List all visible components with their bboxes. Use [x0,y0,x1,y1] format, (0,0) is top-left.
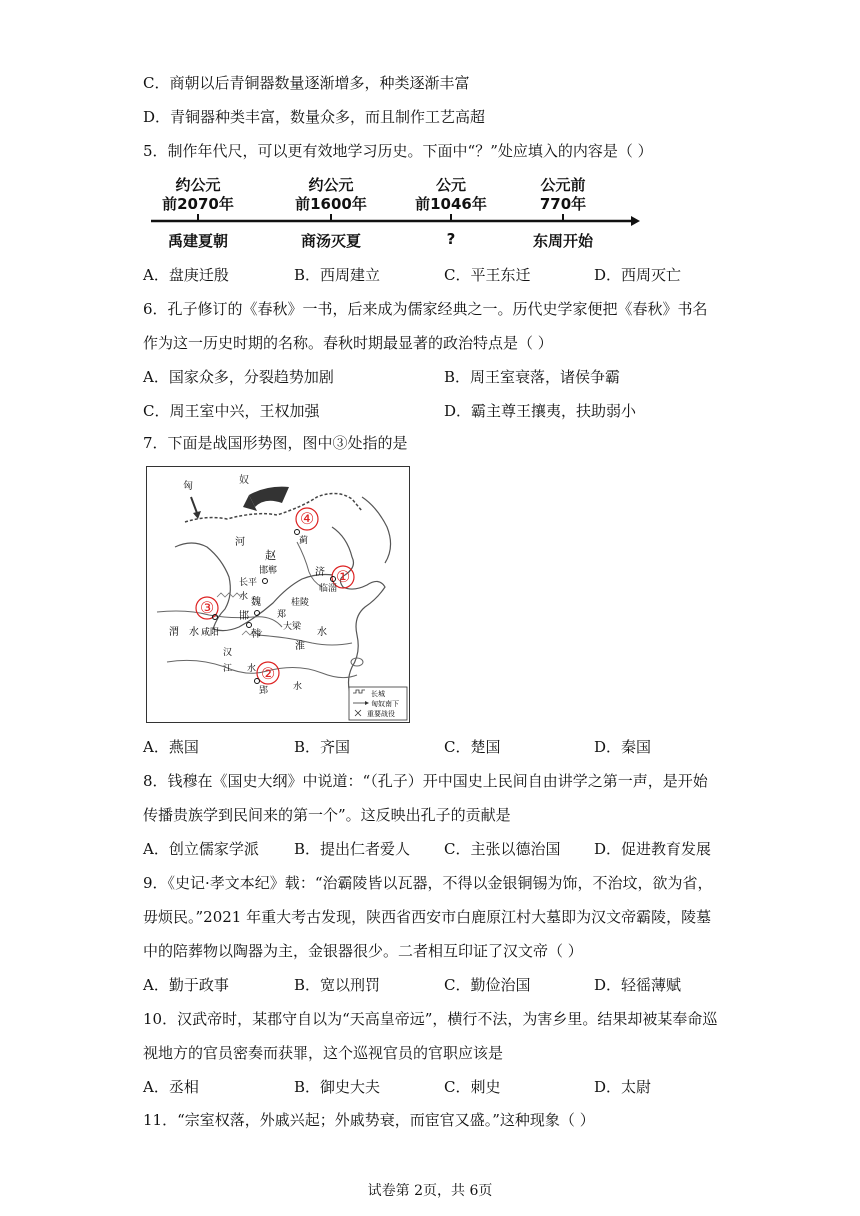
timeline-event-1: 禹建夏朝 [167,232,228,250]
map-label-jiang: 江 [223,664,233,674]
map-label-xianyang: 咸阳 [201,628,220,638]
q5-option-b[interactable]: B．西周建立 [294,266,381,284]
map-label-zhao: 赵 [265,549,276,562]
q6-option-a[interactable]: A．国家众多，分裂趋势加剧 [143,368,334,386]
q7-stem: 7．下面是战国形势图，图中③处指的是 [143,434,408,452]
page-footer: 试卷第 2页，共 6页 [367,1183,493,1199]
map-marker-2: ② [260,664,276,683]
q8-option-d[interactable]: D．促进教育发展 [594,840,712,858]
q7-option-a[interactable]: A．燕国 [143,738,199,756]
map-label-huai: 淮 [295,641,305,652]
map-drawing [147,467,409,722]
map-label-guiling: 桂陵 [291,598,310,608]
map-label-zheng: 郑 [277,610,287,620]
q4-option-d: D．青铜器种类丰富，数量众多，而且制作工艺高超 [143,108,486,126]
q9-stem-line2: 毋烦民。”2021 年重大考古发现，陕西省西安市白鹿原江村大墓即为汉文帝霸陵，陵墓 [143,908,712,926]
map-label-ying: 郢 [259,686,269,696]
q10-option-b[interactable]: B．御史大夫 [294,1078,381,1096]
q5-option-d[interactable]: D．西周灭亡 [594,266,682,284]
map-label-shui-3: 水 [317,627,327,638]
q6-stem-line1: 6．孔子修订的《春秋》一书，后来成为儒家经典之一。历代史学家便把《春秋》书名 [143,300,708,318]
timeline-label-1-line1: 约公元 [175,176,221,194]
q5-stem: 5．制作年代尺，可以更有效地学习历史。下面中“？”处应填入的内容是（ ） [143,142,653,160]
q8-option-b[interactable]: B．提出仁者爱人 [294,840,411,858]
warring-states-map [146,466,410,723]
map-label-xiong: 匈 [183,481,193,492]
map-label-wei: 魏 [251,597,261,608]
q8-option-a[interactable]: A．创立儒家学派 [143,840,259,858]
map-label-han-city: 邯 [239,611,249,622]
map-label-han-river: 汉 [223,648,233,658]
map-label-changping: 长平 [239,578,258,588]
q7-option-d[interactable]: D．秦国 [594,738,652,756]
q9-stem-line3: 中的陪葬物以陶器为主，金银器很少。二者相互印证了汉文帝（ ） [143,942,583,960]
q6-option-b[interactable]: B．周王室衰落，诸侯争霸 [444,368,621,386]
map-label-shui-5: 水 [293,682,303,692]
map-label-handan: 邯郸 [259,566,278,576]
timeline-label-4-line2: 770年 [539,195,587,213]
q10-option-d[interactable]: D．太尉 [594,1078,652,1096]
map-label-linzi: 临淄 [319,584,338,594]
map-label-han-state: 韩 [251,629,261,640]
q5-timeline [143,168,643,254]
q5-option-c[interactable]: C．平王东迁 [444,266,531,284]
timeline-label-4-line1: 公元前 [540,176,586,194]
map-label-nu: 奴 [239,475,249,486]
q8-option-c[interactable]: C．主张以德治国 [444,840,561,858]
q9-stem-line1: 9．《史记·孝文本纪》载：“治霸陵皆以瓦器，不得以金银铜锡为饰，不治坟，欲为省， [143,874,713,892]
legend-great-wall: 长城 [371,690,385,698]
q10-stem-line2: 视地方的官员密奏而获罪，这个巡视官员的官职应该是 [143,1044,504,1062]
map-label-shui-1: 水 [239,592,249,602]
q4-option-c: C．商朝以后青铜器数量逐渐增多，种类逐渐丰富 [143,74,470,92]
map-marker-4: ④ [299,509,315,528]
q6-option-c[interactable]: C．周王室中兴，王权加强 [143,402,320,420]
q6-stem-line2: 作为这一历史时期的名称。春秋时期最显著的政治特点是（ ） [143,334,553,352]
q9-option-a[interactable]: A．勤于政事 [143,976,229,994]
timeline-label-2-line2: 前1600年 [295,195,367,213]
map-label-shui-2: 水 [189,627,199,638]
q6-option-d[interactable]: D．霸主尊王攘夷，扶助弱小 [444,402,637,420]
timeline-event-4: 东周开始 [532,232,593,250]
map-label-ji-river: 济 [315,567,325,578]
timeline-label-1-line2: 前2070年 [162,195,234,213]
q5-option-a[interactable]: A．盘庚迁殷 [143,266,229,284]
timeline-label-3-line2: 前1046年 [415,195,487,213]
legend-xiongnu-south: 匈奴南下 [371,700,399,708]
timeline-event-3: ? [446,230,456,248]
map-label-he: 河 [235,537,245,548]
q9-option-b[interactable]: B．宽以刑罚 [294,976,381,994]
map-label-wei-river: 渭 [169,627,179,638]
q10-option-c[interactable]: C．刺史 [444,1078,501,1096]
q9-option-c[interactable]: C．勤俭治国 [444,976,531,994]
timeline-label-3-line1: 公元 [435,176,466,194]
q8-stem-line1: 8．钱穆在《国史大纲》中说道：“（孔子）开中国史上民间自由讲学之第一声，是开始 [143,772,708,790]
map-marker-1: ① [335,567,351,586]
timeline-event-2: 商汤灭夏 [300,232,361,250]
q7-option-b[interactable]: B．齐国 [294,738,351,756]
map-label-shui-4: 水 [247,664,257,674]
q9-option-d[interactable]: D．轻徭薄赋 [594,976,682,994]
timeline-label-2-line1: 约公元 [308,176,354,194]
map-marker-3: ③ [199,598,215,617]
q10-stem-line1: 10．汉武帝时，某郡守自以为“天高皇帝远”，横行不法，为害乡里。结果却被某奉命巡 [143,1010,718,1028]
q10-option-a[interactable]: A．丞相 [143,1078,199,1096]
q7-option-c[interactable]: C．楚国 [444,738,501,756]
q11-stem: 11．“宗室权落，外戚兴起；外戚势衰，而宦官又盛。”这种现象（ ） [143,1111,595,1129]
q8-stem-line2: 传播贵族学到民间来的第一个”。这反映出孔子的贡献是 [143,806,511,824]
map-label-daliang: 大梁 [283,622,302,632]
legend-battles: 重要战役 [367,710,395,718]
map-label-ji-city: 蓟 [299,536,309,546]
